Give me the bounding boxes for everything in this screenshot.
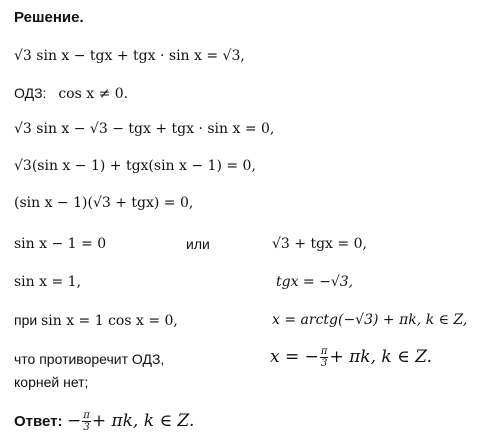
case-left-2: sin x = 1, (14, 274, 82, 290)
solution-title: Решение. (14, 9, 84, 26)
equation-line-3: √3 sin x − √3 − tgx + tgx · sin x = 0, (14, 121, 275, 137)
answer-line (14, 410, 194, 433)
no-roots-text: корней нет; (14, 374, 89, 390)
case-right-4 (270, 346, 432, 369)
case-right-1: √3 + tgx = 0, (272, 236, 367, 252)
answer-expression (67, 411, 194, 431)
equation-line-1: √3 sin x − tgx + tgx · sin x = √3, (14, 48, 245, 64)
case-right-3: x = arctg(−√3) + πk, k ∈ Z, (272, 312, 468, 328)
answer-numerator: π (83, 410, 90, 421)
fraction-numerator: π (320, 346, 328, 357)
case-left-3 (14, 312, 178, 329)
contradiction-text: что противоречит ОДЗ, (14, 351, 165, 367)
case-left-3-text: при (14, 312, 38, 328)
answer-label: Ответ: (14, 413, 63, 430)
case-right-2: tgx = −√3, (276, 274, 354, 290)
answer-prefix: − (66, 411, 82, 431)
equation-line-4: √3(sin x − 1) + tgx(sin x − 1) = 0, (14, 158, 256, 174)
case-right-4-prefix: x = − (270, 347, 319, 367)
answer-denominator: 3 (83, 422, 90, 433)
pi-over-3-fraction (320, 346, 329, 369)
or-word: или (186, 236, 210, 252)
equation-line-5: (sin x − 1)(√3 + tgx) = 0, (14, 195, 194, 211)
fraction-denominator: 3 (320, 358, 328, 369)
answer-fraction (82, 410, 91, 433)
odz-expression: cos x ≠ 0. (58, 86, 129, 102)
answer-suffix: + πk, k ∈ Z. (91, 411, 195, 431)
odz-line (14, 85, 128, 102)
case-left-1: sin x − 1 = 0 (14, 236, 107, 252)
case-left-3-expr: sin x = 1 cos x = 0, (41, 313, 178, 329)
case-right-4-suffix: + πk, k ∈ Z. (329, 347, 433, 367)
odz-label: ОДЗ: (14, 85, 47, 101)
